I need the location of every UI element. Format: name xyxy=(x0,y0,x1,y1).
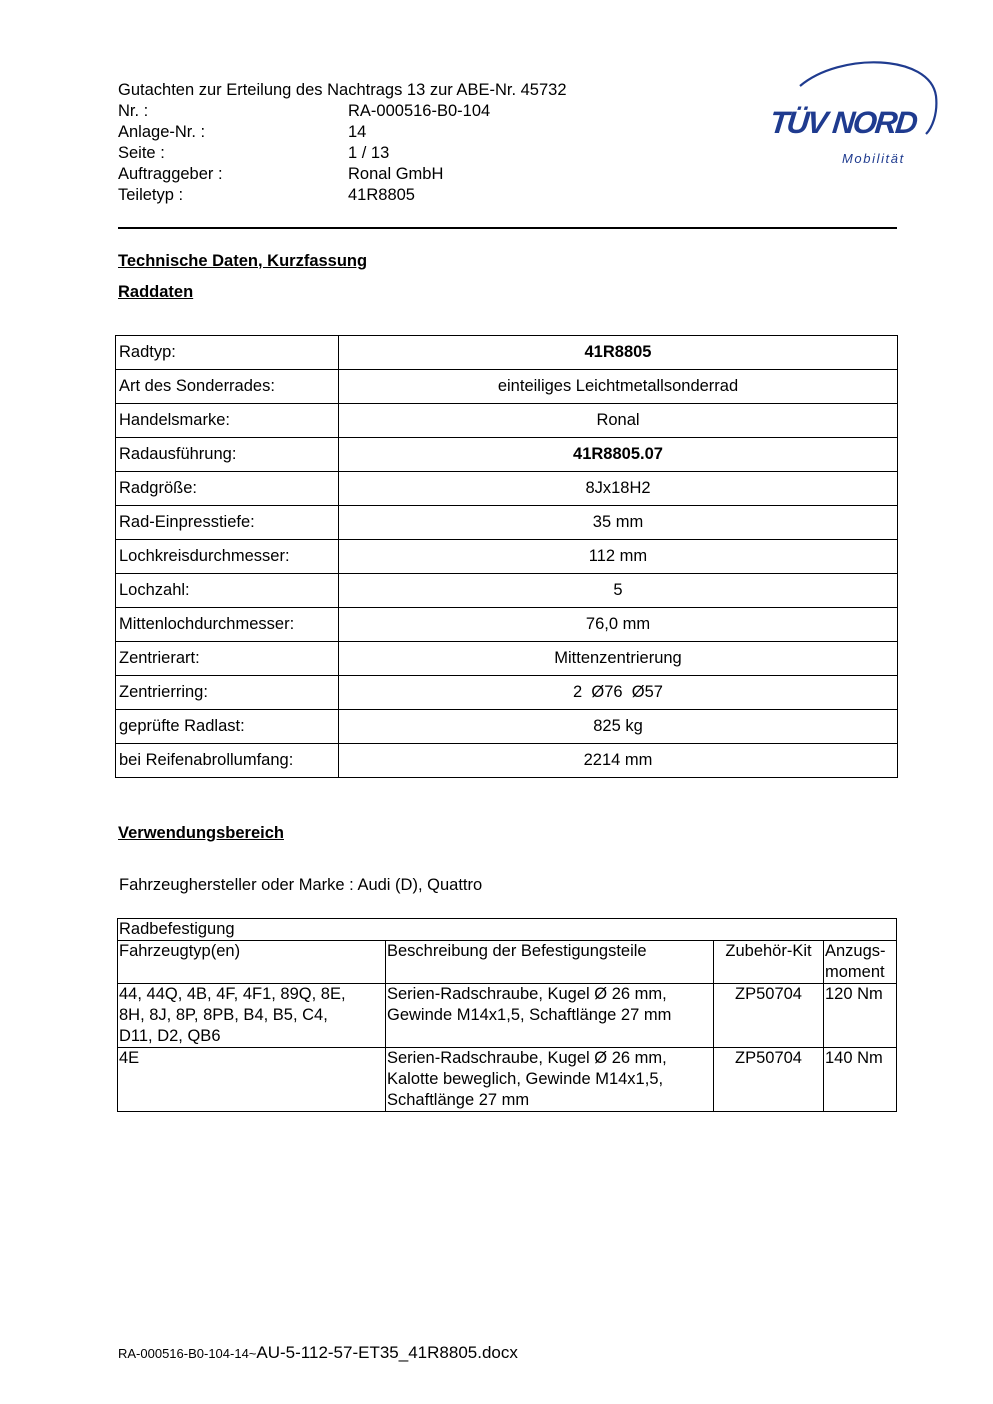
cell-line: 8H, 8J, 8P, 8PB, B4, B5, C4, xyxy=(119,1006,328,1024)
table-row xyxy=(116,642,898,676)
table-row xyxy=(118,1048,897,1112)
table-header-row xyxy=(118,941,897,984)
cell-line: 44, 44Q, 4B, 4F, 4F1, 89Q, 8E, xyxy=(119,985,346,1003)
row-label: bei Reifenabrollumfang: xyxy=(116,744,339,778)
section-title-verwendung: Verwendungsbereich xyxy=(118,824,284,842)
row-label: Zentrierart: xyxy=(116,642,339,676)
row-label: Zentrierring: xyxy=(116,676,339,710)
row-value: 2 Ø76 Ø57 xyxy=(339,676,898,710)
header-row-seite xyxy=(118,143,567,164)
header-value: 41R8805 xyxy=(348,186,415,204)
tuv-nord-logo xyxy=(760,58,940,173)
table-row xyxy=(116,336,898,370)
footer-prefix: RA-000516-B0-104-14~ xyxy=(118,1346,257,1361)
header-line: Anzugs- xyxy=(825,942,886,960)
row-label: Rad-Einpresstiefe: xyxy=(116,506,339,540)
cell-line: D11, D2, QB6 xyxy=(119,1027,221,1045)
vehicle-maker-line: Fahrzeughersteller oder Marke : Audi (D), Quattro xyxy=(119,876,483,894)
vehicle-types-cell xyxy=(118,1048,386,1112)
header-label: Seite : xyxy=(118,144,165,162)
row-value: 41R8805 xyxy=(339,336,898,370)
kit-cell: ZP50704 xyxy=(714,984,824,1048)
header-label: Teiletyp : xyxy=(118,186,184,204)
cell-line: Kalotte beweglich, Gewinde M14x1,5, xyxy=(387,1070,664,1088)
header-value: RA-000516-B0-104 xyxy=(348,102,491,120)
table-row xyxy=(116,676,898,710)
table-row xyxy=(116,404,898,438)
cell-line: Schaftlänge 27 mm xyxy=(387,1091,530,1109)
header-value: Ronal GmbH xyxy=(348,165,444,183)
table-title-row xyxy=(118,919,897,941)
row-value: Ronal xyxy=(339,404,898,438)
row-label: Mittenlochdurchmesser: xyxy=(116,608,339,642)
header-value: 1 / 13 xyxy=(348,144,390,162)
header-value: 14 xyxy=(348,123,367,141)
row-label: Radtyp: xyxy=(116,336,339,370)
section-title-tech: Technische Daten, Kurzfassung xyxy=(118,252,368,270)
table-row xyxy=(116,608,898,642)
kit-cell: ZP50704 xyxy=(714,1048,824,1112)
table-row xyxy=(116,710,898,744)
column-header-kit: Zubehör-Kit xyxy=(714,941,824,984)
cell-line: Serien-Radschraube, Kugel Ø 26 mm, xyxy=(387,1049,667,1067)
row-value: 76,0 mm xyxy=(339,608,898,642)
document-title: Gutachten zur Erteilung des Nachtrags 13 zur ABE-Nr. 45732 xyxy=(118,81,567,99)
row-label: Radgröße: xyxy=(116,472,339,506)
column-header-description: Beschreibung der Befestigungsteile xyxy=(386,941,714,984)
vehicle-types-cell xyxy=(118,984,386,1048)
table-row xyxy=(116,472,898,506)
row-value: einteiliges Leichtmetallsonderrad xyxy=(339,370,898,404)
table-row xyxy=(116,438,898,472)
section-title-raddaten: Raddaten xyxy=(118,283,194,301)
header-row-teiletyp xyxy=(118,185,567,206)
logo-wordmark: TÜV NORD xyxy=(768,105,918,140)
header-label: Nr. : xyxy=(118,102,149,120)
table-row xyxy=(116,744,898,778)
header-divider xyxy=(118,227,897,229)
table-row xyxy=(118,984,897,1048)
raddaten-table xyxy=(115,335,898,778)
description-cell xyxy=(386,984,714,1048)
row-value: 825 kg xyxy=(339,710,898,744)
header-row-auftraggeber xyxy=(118,164,567,185)
cell-line: Serien-Radschraube, Kugel Ø 26 mm, xyxy=(387,985,667,1003)
row-label: Handelsmarke: xyxy=(116,404,339,438)
row-label: Art des Sonderrades: xyxy=(116,370,339,404)
header-label: Auftraggeber : xyxy=(118,165,223,183)
table-title: Radbefestigung xyxy=(118,919,897,941)
column-header-torque xyxy=(824,941,897,984)
logo-subtitle: Mobilität xyxy=(842,151,905,166)
cell-line: Gewinde M14x1,5, Schaftlänge 27 mm xyxy=(387,1006,672,1024)
row-label: Radausführung: xyxy=(116,438,339,472)
row-value: 2214 mm xyxy=(339,744,898,778)
row-value: 5 xyxy=(339,574,898,608)
row-value: 8Jx18H2 xyxy=(339,472,898,506)
radbefestigung-table xyxy=(117,918,897,1112)
header-label: Anlage-Nr. : xyxy=(118,123,206,141)
cell-line: 4E xyxy=(119,1049,140,1067)
document-header xyxy=(118,80,567,206)
footer-filename: AU-5-112-57-ET35_41R8805.docx xyxy=(256,1343,518,1362)
header-line: moment xyxy=(825,963,885,981)
header-row-nr xyxy=(118,101,567,122)
table-row xyxy=(116,506,898,540)
column-header-types: Fahrzeugtyp(en) xyxy=(118,941,386,984)
header-row-anlage xyxy=(118,122,567,143)
row-value: 112 mm xyxy=(339,540,898,574)
torque-cell: 120 Nm xyxy=(824,984,897,1048)
table-row xyxy=(116,540,898,574)
table-row xyxy=(116,574,898,608)
row-label: geprüfte Radlast: xyxy=(116,710,339,744)
page-footer xyxy=(118,1343,518,1363)
row-label: Lochzahl: xyxy=(116,574,339,608)
description-cell xyxy=(386,1048,714,1112)
row-value: 35 mm xyxy=(339,506,898,540)
table-row xyxy=(116,370,898,404)
torque-cell: 140 Nm xyxy=(824,1048,897,1112)
row-label: Lochkreisdurchmesser: xyxy=(116,540,339,574)
row-value: Mittenzentrierung xyxy=(339,642,898,676)
row-value: 41R8805.07 xyxy=(339,438,898,472)
